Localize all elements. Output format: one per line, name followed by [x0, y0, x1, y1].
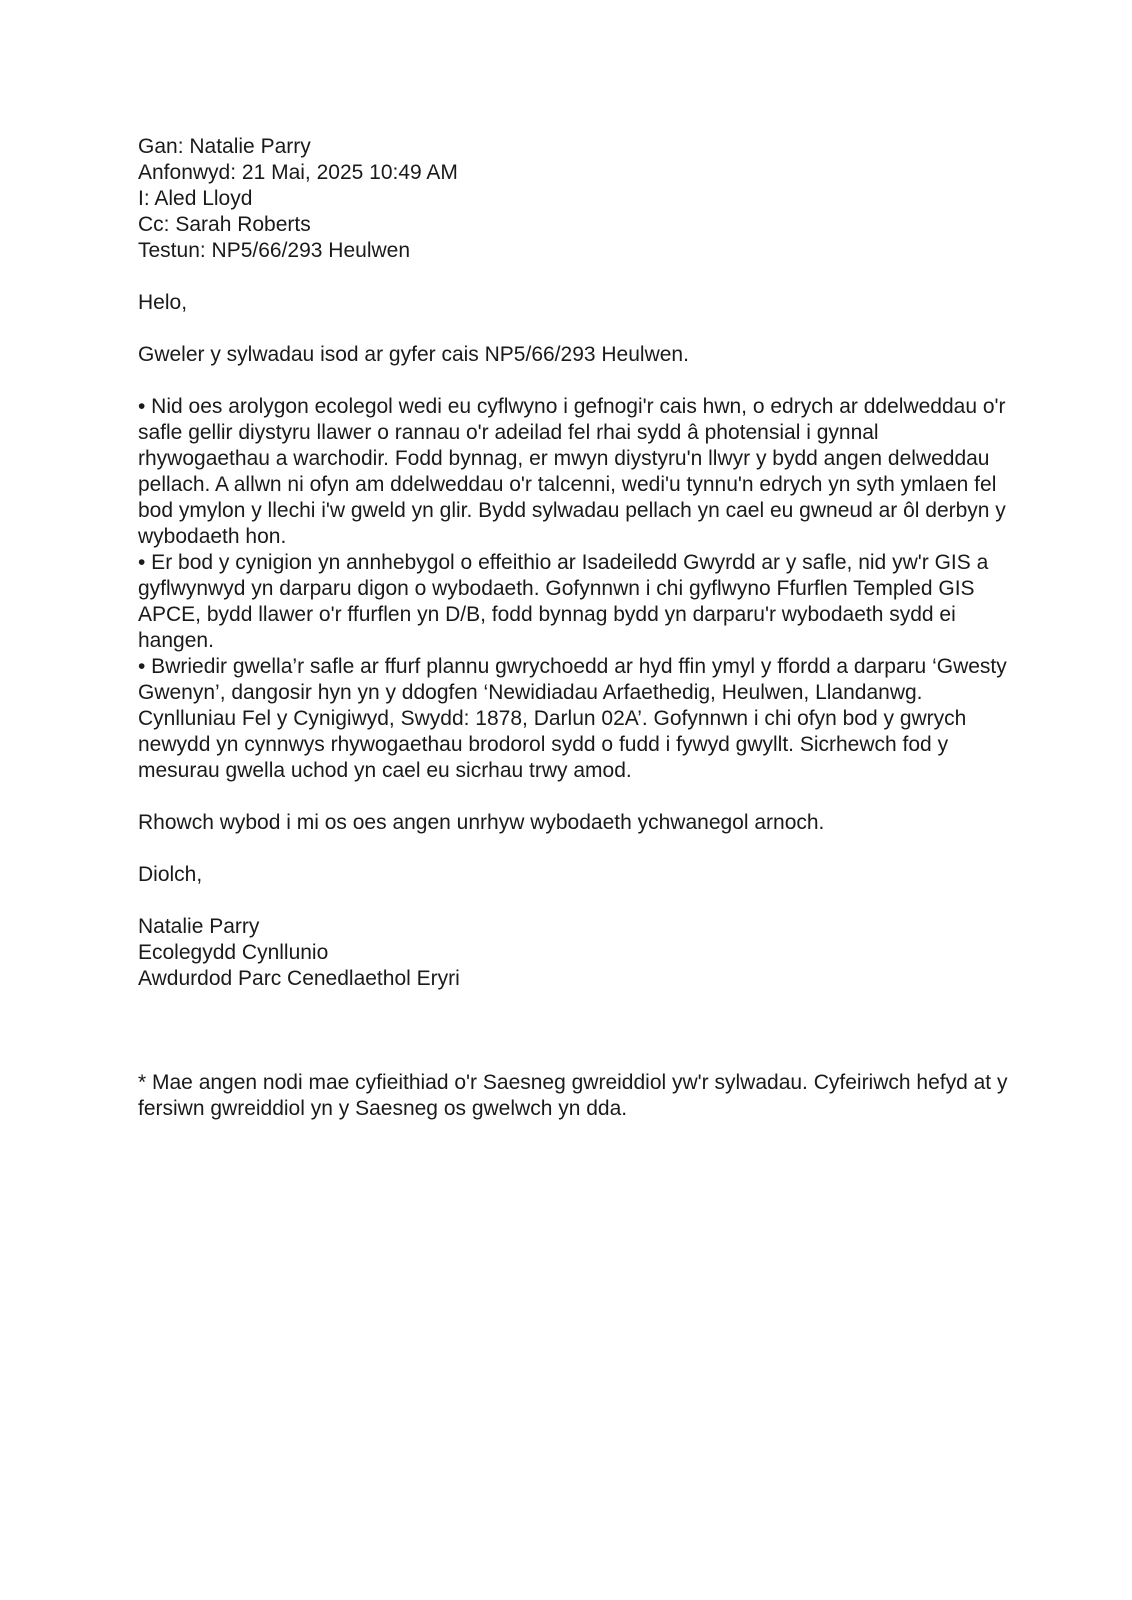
header-from: Gan: Natalie Parry: [138, 135, 311, 158]
intro-paragraph: Gweler y sylwadau isod ar gyfer cais NP5/66/293 Heulwen.: [138, 343, 689, 366]
header-sent: Anfonwyd: 21 Mai, 2025 10:49 AM: [138, 161, 458, 184]
header-cc: Cc: Sarah Roberts: [138, 213, 311, 236]
greeting: Helo,: [138, 291, 188, 314]
thanks: Diolch,: [138, 863, 203, 886]
translation-footnote: * Mae angen nodi mae cyfieithiad o'r Saesneg gwreiddiol yw'r sylwadau. Cyfeiriwch hefyd at y fersiwn gwreiddiol yn y Saesneg os gwelwch yn dda.: [138, 1071, 1008, 1120]
comment-list: [138, 394, 1008, 784]
email-header: [138, 134, 1008, 264]
comment-item-surveys: • Nid oes arolygon ecolegol wedi eu cyflwyno i gefnogi'r cais hwn, o edrych ar ddelweddau o'r safle gellir diystyru llawer o rannau o'r adeilad fel rhai sydd â photensial i gynnal rhywogaethau a warchodir. Fodd bynnag, er mwyn diystyru'n llwyr y bydd angen delweddau pellach. A allwn ni ofyn am ddelweddau o'r talcenni, wedi'u tynnu'n edrych yn syth ymlaen fel bod ymylon y llechi i'w gweld yn glir. Bydd sylwadau pellach yn cael eu gwneud ar ôl derbyn y wybodaeth hon.: [138, 395, 1006, 548]
signature-name: Natalie Parry: [138, 915, 260, 938]
email-document: [138, 134, 1008, 1122]
header-to: I: Aled Lloyd: [138, 187, 253, 210]
signature-role: Ecolegydd Cynllunio: [138, 941, 329, 964]
signature: [138, 914, 1008, 992]
closing-request: Rhowch wybod i mi os oes angen unrhyw wybodaeth ychwanegol arnoch.: [138, 811, 825, 834]
comment-item-green-infrastructure: • Er bod y cynigion yn annhebygol o effeithio ar Isadeiledd Gwyrdd ar y safle, nid yw'r GIS a gyflwynwyd yn darparu digon o wybodaeth. Gofynnwn i chi gyflwyno Ffurflen Templed GIS APCE, bydd llawer o'r ffurflen yn D/B, fodd bynnag bydd yn darparu'r wybodaeth sydd ei hangen.: [138, 551, 989, 652]
header-subject: Testun: NP5/66/293 Heulwen: [138, 239, 411, 262]
signature-organisation: Awdurdod Parc Cenedlaethol Eryri: [138, 967, 460, 990]
comment-item-enhancement: • Bwriedir gwella’r safle ar ffurf plannu gwrychoedd ar hyd ffin ymyl y ffordd a darparu ‘Gwesty Gwenyn’, dangosir hyn yn y ddogfen ‘Newidiadau Arfaethedig, Heulwen, Llandanwg. Cynlluniau Fel y Cynigiwyd, Swydd: 1878, Darlun 02A’. Gofynnwn i chi ofyn bod y gwrych newydd yn cynnwys rhywogaethau brodorol sydd o fudd i fywyd gwyllt. Sicrhewch fod y mesurau gwella uchod yn cael eu sicrhau trwy amod.: [138, 655, 1007, 782]
